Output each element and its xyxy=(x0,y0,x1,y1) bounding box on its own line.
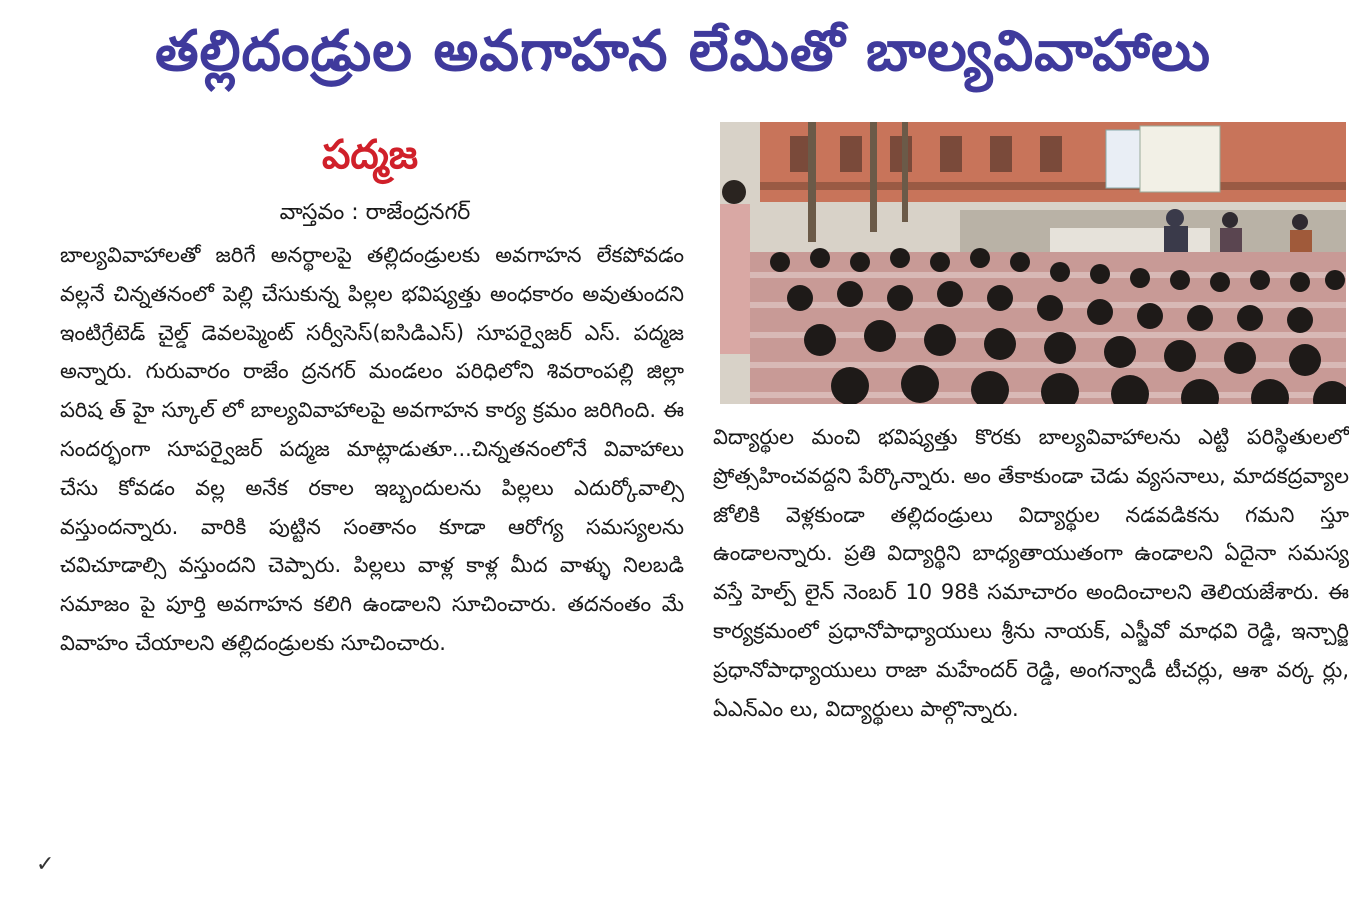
photo-illustration xyxy=(720,122,1346,404)
byline: పద్మజ xyxy=(321,132,419,178)
dateline: వాస్తవం : రాజేంద్రనగర్ xyxy=(279,200,471,225)
article-column-right: విద్యార్థుల మంచి భవిష్యత్తు కొరకు బాల్యవివాహాలను ఎట్టి పరిస్థితులలో ప్రోత్సహించవద్దని పేర్కొన్నారు. అం తేకాకుండా చెడు వ్యసనాలు, మాదకద్రవ్యాల జోలికి వెళ్లకుండా తల్లిదండ్రులు విద్యార్థుల నడవడికను గమని స్తూ ఉండాలన్నారు. ప్రతి విద్యార్థిని బాధ్యతాయుతంగా ఉండాలని ఏదైనా సమస్య వస్తే హెల్ప్ లైన్ నెంబర్ 10 98కి సమాచారం అందించాలని తెలియజేశారు. ఈ కార్యక్రమంలో ప్రధానోపాధ్యాయులు శ్రీను నాయక్, ఎస్జీవో మాధవి రెడ్డి, ఇన్చార్జి ప్రధానోపాధ్యాయులు రాజా మహేందర్ రెడ్డి, అంగన్వాడీ టీచర్లు, ఆశా వర్క ర్లు, ఏఎన్ఎం లు, విద్యార్థులు పాల్గొన్నారు. xyxy=(713,425,1349,721)
headline: తల్లిదండ్రుల అవగాహన లేమితో బాల్యవివాహాలు xyxy=(154,19,1212,84)
article-column-left: బాల్యవివాహాలతో జరిగే అనర్థాలపై తల్లిదండ్రులకు అవగాహన లేకపోవడం వల్లనే చిన్నతనంలో పెల్లి చేసుకున్న పిల్లల భవిష్యత్తు అంధకారం అవుతుందని ఇంటిగ్రేటెడ్ చైల్డ్ డెవలప్మెంట్ సర్వీసెస్(ఐసిడిఎస్) సూపర్వైజర్ ఎస్. పద్మజ అన్నారు. గురువారం రాజేం ద్రనగర్ మండలం పరిధిలోని శివరాంపల్లి జిల్లా పరిష త్ హై స్కూల్ లో బాల్యవివాహాలపై అవగాహన కార్య క్రమం జరిగింది. ఈ సందర్భంగా సూపర్వైజర్ పద్మజ మాట్లాడుతూ...చిన్నతనంలోనే వివాహాలు చేసు కోవడం వల్ల అనేక రకాల ఇబ్బందులను పిల్లలు ఎదుర్కోవాల్సి వస్తుందన్నారు. వారికి పుట్టిన సంతానం కూడా ఆరోగ్య సమస్యలను చవిచూడాల్సి వస్తుందని చెప్పారు. పిల్లలు వాళ్ల కాళ్ల మీద వాళ్ళు నిలబడి సమాజం పై పూర్తి అవగాహన కలిగి ఉండాలని సూచించారు. తదనంతం మే వివాహం చేయాలని తల్లిదండ్రులకు సూచించారు. xyxy=(60,243,684,655)
checkmark-icon: ✓ xyxy=(36,852,55,877)
news-photo xyxy=(720,122,1346,404)
